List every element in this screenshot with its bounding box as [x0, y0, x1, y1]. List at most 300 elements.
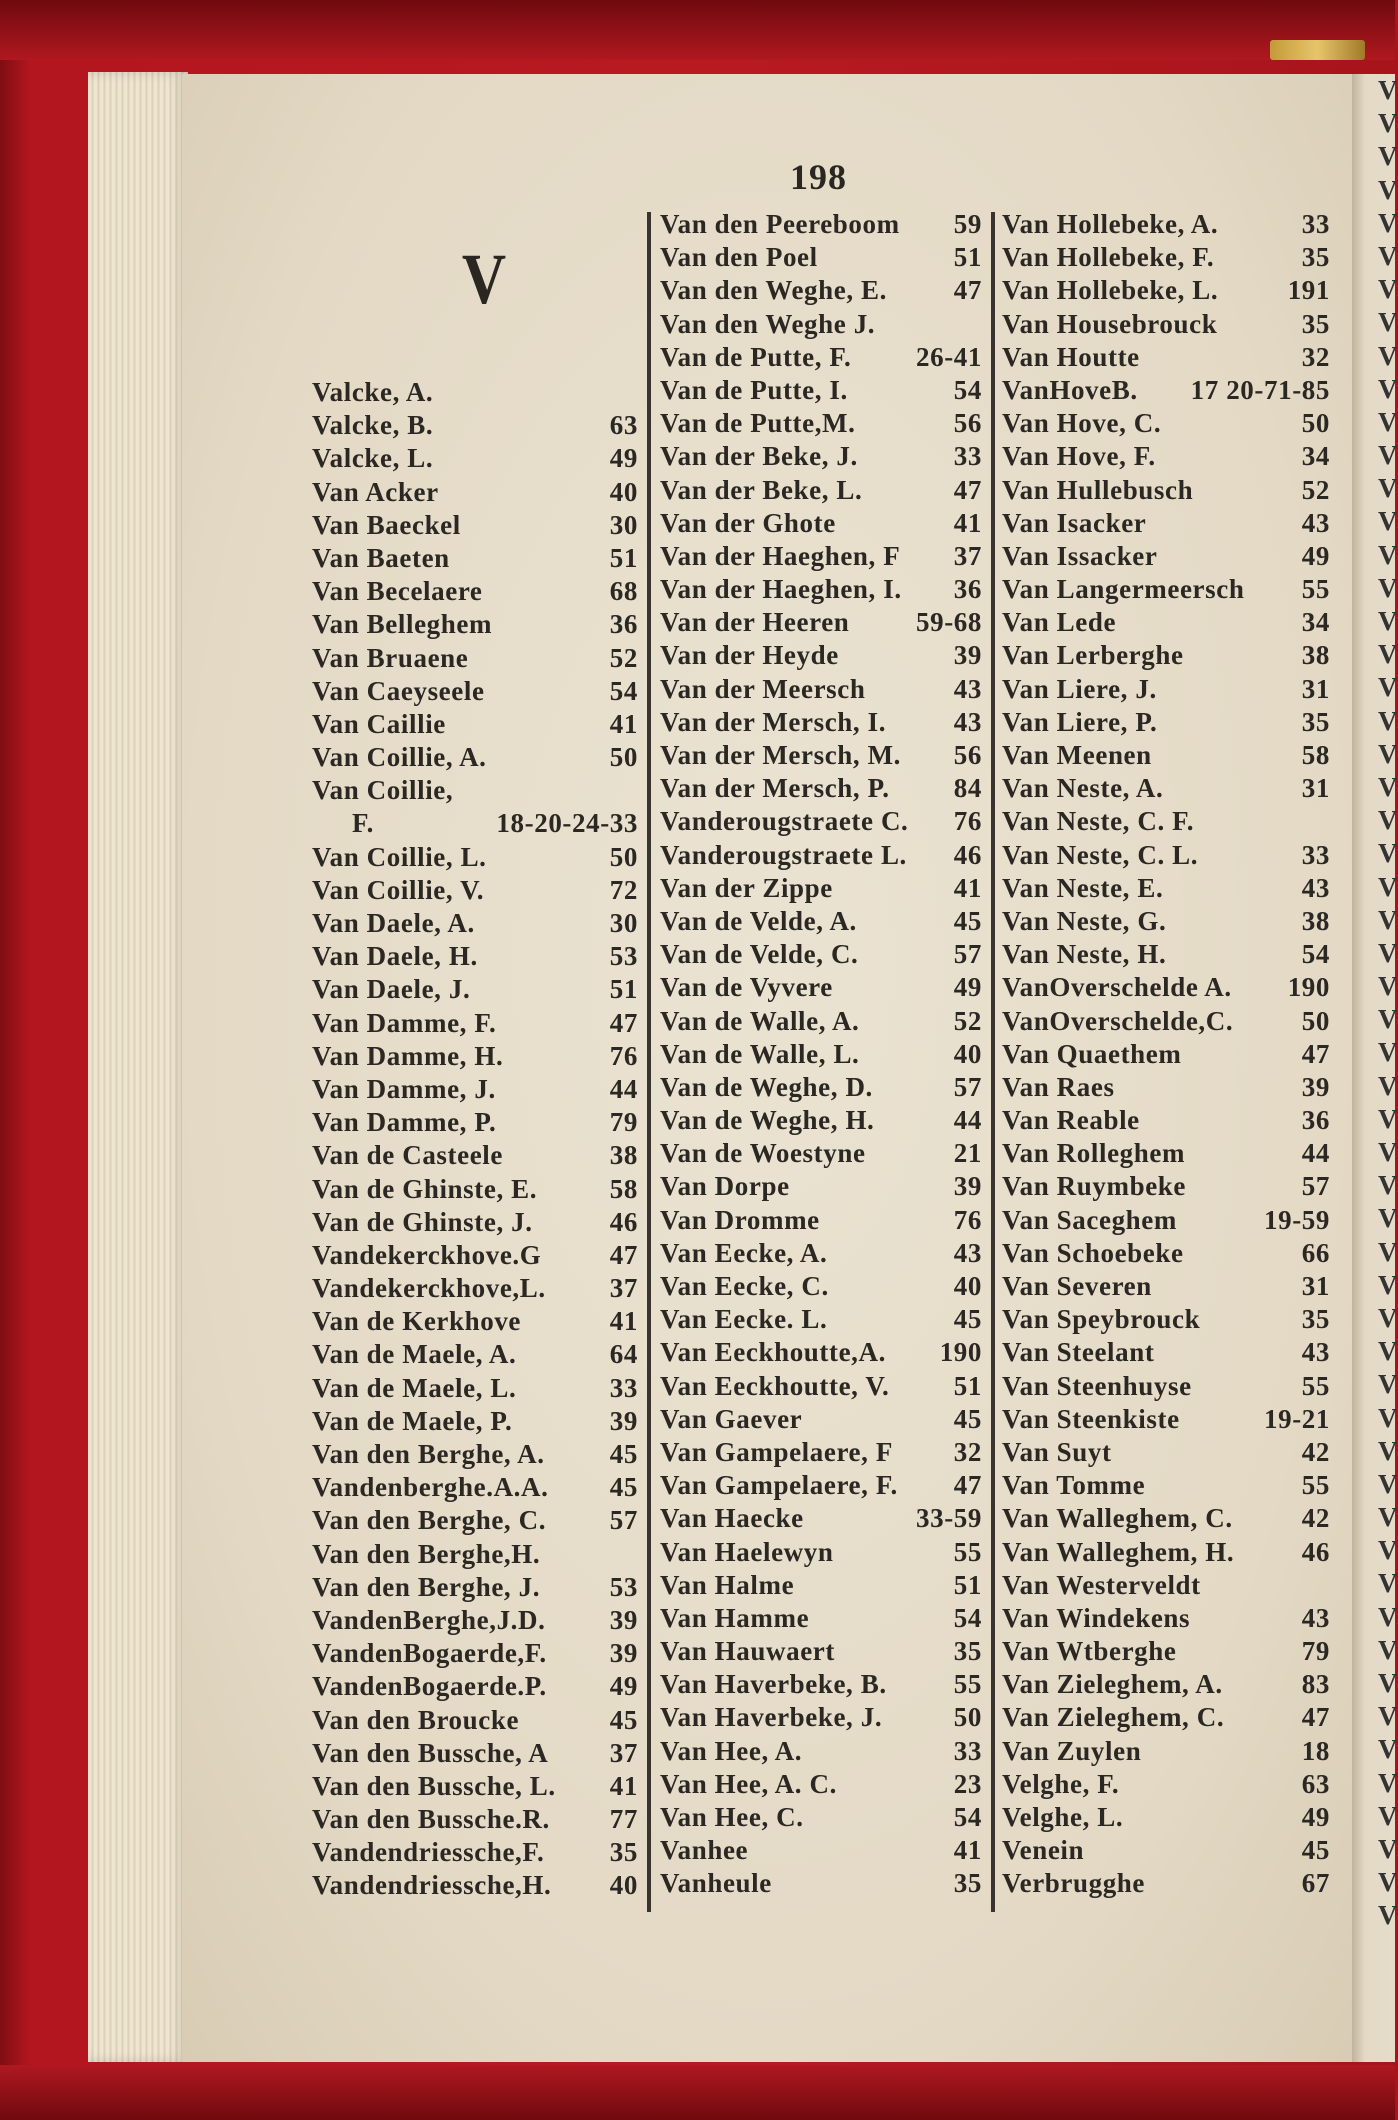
entry-pages: 33 [953, 1735, 982, 1766]
index-entry [312, 1139, 638, 1172]
index-entry [312, 1504, 638, 1537]
entry-pages: 35 [953, 1868, 982, 1899]
next-page-glyph: V [1378, 1734, 1398, 1765]
entry-pages: 47 [609, 1239, 638, 1270]
entry-pages: 34 [1301, 441, 1330, 472]
index-entry [660, 1602, 982, 1635]
next-page-glyph: V [1378, 1634, 1398, 1665]
index-entry [312, 841, 638, 874]
entry-name: Van Hollebeke, L. [1002, 275, 1219, 306]
entry-pages: 63 [609, 410, 638, 441]
index-entry [1002, 1469, 1330, 1502]
entry-pages: 57 [609, 1505, 638, 1536]
index-entry [660, 1801, 982, 1834]
entry-name: Van der Haeghen, F [660, 540, 901, 571]
entry-pages [632, 1538, 638, 1571]
next-page-glyph: V [1378, 1568, 1398, 1599]
entry-name: Van den Weghe J. [660, 308, 876, 339]
entry-name: Vandendriessche,F. [312, 1837, 545, 1868]
entry-pages: 51 [953, 242, 982, 273]
index-entry [1002, 1436, 1330, 1469]
entry-name: Van Coillie, A. [312, 742, 487, 773]
entry-name: Van de Putte,M. [660, 408, 856, 439]
index-entry [1002, 1502, 1330, 1535]
entry-pages [1324, 1569, 1330, 1602]
next-page-glyph: V [1378, 639, 1398, 670]
index-entry [660, 440, 982, 473]
entry-name: Van Neste, C. F. [1002, 806, 1195, 837]
entry-pages: 42 [1301, 1503, 1330, 1534]
next-page-glyph: V [1378, 1900, 1398, 1931]
entry-pages: 38 [1301, 640, 1330, 671]
index-entry [660, 673, 982, 706]
index-entry [660, 1336, 982, 1369]
index-entry [1002, 1668, 1330, 1701]
index-entry [660, 1204, 982, 1237]
entry-name: Van Liere, P. [1002, 706, 1158, 737]
entry-pages: 56 [953, 408, 982, 439]
entry-name: Vanderougstraete L. [660, 839, 907, 870]
index-entry [312, 1704, 638, 1737]
index-entry [660, 374, 982, 407]
entry-name: Van Bruaene [312, 642, 469, 673]
next-page-glyph: V [1378, 473, 1398, 504]
entry-pages: 54 [609, 675, 638, 706]
entry-pages: 50 [1301, 1005, 1330, 1036]
entry-pages: 39 [609, 1638, 638, 1669]
entry-name: Van den Bussche, L. [312, 1770, 556, 1801]
entry-pages: 41 [609, 708, 638, 739]
entry-pages: 47 [953, 474, 982, 505]
entry-name: Van der Heeren [660, 607, 850, 638]
entry-name: Van Damme, H. [312, 1040, 504, 1071]
entry-name: Verbrugghe [1002, 1868, 1146, 1899]
page-number: 198 [790, 157, 847, 197]
index-entry [660, 1536, 982, 1569]
entry-pages: 59-68 [916, 607, 982, 638]
next-page-glyph: V [1378, 1137, 1398, 1167]
entry-name: Van de Walle, A. [660, 1005, 860, 1036]
entry-pages: 43 [1301, 1602, 1330, 1633]
index-entry [1002, 274, 1330, 307]
index-entry [660, 540, 982, 573]
index-entry [312, 1438, 638, 1471]
entry-pages: 51 [953, 1569, 982, 1600]
index-entry [312, 1637, 638, 1670]
index-entry [660, 208, 982, 241]
entry-pages: 55 [1301, 1370, 1330, 1401]
entry-pages: 54 [953, 1802, 982, 1832]
column-divider [647, 212, 651, 1912]
index-entry [1002, 1170, 1330, 1203]
entry-name: Van de Weghe, H. [660, 1105, 875, 1136]
entry-name: Van der Zippe [660, 872, 833, 903]
entry-name: Vandekerckhove,L. [312, 1273, 546, 1304]
index-entry [312, 442, 638, 475]
entry-pages: 40 [953, 1271, 982, 1301]
entry-pages: 45 [609, 1472, 638, 1503]
index-entry [312, 1471, 638, 1504]
entry-pages: 64 [609, 1339, 638, 1370]
entry-pages: 41 [953, 507, 982, 538]
index-entry [660, 1569, 982, 1602]
index-entry [312, 1372, 638, 1405]
next-page-glyph: V [1378, 1369, 1398, 1400]
entry-name: Van Eeckhoutte, V. [660, 1370, 890, 1401]
entry-name: Van den Berghe, J. [312, 1571, 541, 1602]
entry-pages: 44 [1301, 1138, 1330, 1169]
entry-name: Van Hullebusch [1002, 474, 1194, 505]
entry-name: Van Walleghem, C. [1002, 1503, 1233, 1534]
index-entry [1002, 739, 1330, 772]
index-entry [1002, 1104, 1330, 1137]
next-page-glyph: V [1378, 1402, 1398, 1433]
index-entry [1002, 1701, 1330, 1734]
entry-name: Van Caeyseele [312, 675, 485, 706]
entry-name: Van de Maele, L. [312, 1372, 517, 1403]
entry-name: Van Haverbeke, B. [660, 1669, 887, 1700]
entry-name: Van Isacker [1002, 507, 1147, 538]
entry-pages: 45 [609, 1439, 638, 1469]
entry-pages: 39 [953, 640, 982, 671]
entry-name: Van Rolleghem [1002, 1138, 1186, 1169]
index-entry [312, 1604, 638, 1637]
index-entry [1002, 440, 1330, 473]
index-entry [1002, 1834, 1330, 1867]
entry-pages: 66 [1301, 1237, 1330, 1268]
entry-pages: 32 [1301, 341, 1330, 372]
entry-name: Van Walleghem, H. [1002, 1536, 1235, 1567]
entry-name: Van Schoebeke [1002, 1237, 1184, 1268]
entry-pages: 45 [953, 905, 982, 936]
entry-pages: 44 [609, 1073, 638, 1104]
entry-name: Van Neste, E. [1002, 872, 1164, 903]
index-entry [660, 1668, 982, 1701]
entry-pages: 49 [1301, 1802, 1330, 1832]
index-entry [660, 772, 982, 805]
index-entry [312, 608, 638, 641]
entry-pages: 47 [953, 275, 982, 306]
index-entry [660, 971, 982, 1004]
entry-pages: 54 [953, 374, 982, 405]
entry-name: Van Eecke, A. [660, 1237, 828, 1268]
entry-pages: 49 [953, 972, 982, 1003]
index-entry [660, 1038, 982, 1071]
entry-pages: 38 [1301, 905, 1330, 936]
entry-name: Van Coillie, V. [312, 874, 485, 905]
entry-pages: 39 [609, 1405, 638, 1436]
next-page-glyph: V [1378, 572, 1398, 603]
index-entry [1002, 1204, 1330, 1237]
entry-pages: 39 [953, 1171, 982, 1202]
index-entry [312, 1338, 638, 1371]
index-entry [312, 509, 638, 542]
entry-name: Van Damme, F. [312, 1007, 497, 1038]
next-page-glyph: V [1378, 274, 1398, 305]
entry-pages: 50 [1301, 408, 1330, 439]
entry-name: Van Baeckel [312, 509, 461, 540]
entry-pages: 46 [1301, 1536, 1330, 1567]
entry-name: Van der Mersch, M. [660, 740, 902, 770]
book-cover-top [0, 0, 1395, 60]
entry-name: Van Hee, A. [660, 1735, 803, 1766]
index-entry [312, 1737, 638, 1770]
entry-name: Van Baeten [312, 542, 450, 573]
entry-pages: 84 [953, 773, 982, 804]
next-page-glyph: V [1378, 207, 1398, 238]
index-entry [312, 1803, 638, 1836]
entry-pages: 56 [953, 740, 982, 770]
entry-name: Van Houtte [1002, 341, 1140, 372]
entry-pages: 19-21 [1264, 1403, 1330, 1434]
entry-name: Valcke, L. [312, 443, 434, 474]
index-entry [660, 805, 982, 838]
entry-name: Van Steenhuyse [1002, 1370, 1192, 1401]
entry-name: Van den Berghe, A. [312, 1439, 545, 1469]
entry-name: Van den Weghe, E. [660, 275, 888, 306]
entry-pages: 83 [1301, 1669, 1330, 1700]
entry-name: Van Belleghem [312, 609, 493, 640]
index-entry [1002, 507, 1330, 540]
entry-pages [632, 774, 638, 807]
next-page-glyph: V [1378, 174, 1398, 205]
entry-pages: 55 [953, 1536, 982, 1567]
entry-pages: 57 [1301, 1171, 1330, 1202]
next-page-glyph: V [1378, 506, 1398, 537]
index-entry [312, 1040, 638, 1073]
entry-name: Van de Ghinste, J. [312, 1206, 533, 1237]
entry-name: VanOverschelde,C. [1002, 1005, 1234, 1036]
index-entry [660, 1270, 982, 1303]
entry-pages: 55 [1301, 574, 1330, 605]
index-entry [1002, 1336, 1330, 1369]
entry-name: Van Housebrouck [1002, 308, 1218, 339]
entry-name: Van den Berghe, C. [312, 1505, 547, 1536]
entry-name: VandenBogaerde.P. [312, 1671, 547, 1702]
index-entry [1002, 308, 1330, 341]
index-entry [312, 642, 638, 675]
entry-name: Van Neste, C. L. [1002, 839, 1199, 870]
index-entry [312, 874, 638, 907]
entry-pages: 190 [1287, 972, 1330, 1003]
book-cover-bottom [0, 2065, 1395, 2120]
entry-name: Van den Peereboom [660, 209, 900, 239]
entry-name: Van de Maele, A. [312, 1339, 517, 1370]
entry-name: Van Coillie, [312, 775, 454, 806]
entry-pages: 58 [1301, 740, 1330, 770]
entry-pages: 37 [609, 1273, 638, 1304]
entry-pages: 30 [609, 908, 638, 938]
entry-name: Van Gampelaere, F. [660, 1470, 898, 1501]
entry-pages: 46 [609, 1206, 638, 1237]
entry-name: Van der Ghote [660, 507, 836, 538]
index-entry [312, 1173, 638, 1206]
next-page-glyph: V [1378, 373, 1398, 404]
index-entry [660, 1370, 982, 1403]
entry-pages: 39 [1301, 1071, 1330, 1102]
index-entry [660, 1502, 982, 1535]
entry-pages: 31 [1301, 1271, 1330, 1301]
index-entry [312, 1770, 638, 1803]
entry-pages: 31 [1301, 773, 1330, 804]
index-entry [1002, 905, 1330, 938]
entry-pages: 18 [1301, 1735, 1330, 1766]
entry-name: Van Eecke. L. [660, 1304, 828, 1335]
entry-name: Van Dorpe [660, 1171, 790, 1202]
index-entry [1002, 1569, 1330, 1602]
next-page-glyph: V [1378, 1601, 1398, 1632]
entry-pages: 33 [953, 441, 982, 472]
entry-name: Van de Putte, I. [660, 374, 848, 405]
index-entry [1002, 341, 1330, 374]
index-entry [1002, 1867, 1330, 1900]
index-entry [660, 341, 982, 374]
index-entry [312, 708, 638, 741]
entry-pages: 38 [609, 1140, 638, 1171]
entry-pages: 46 [953, 839, 982, 870]
entry-pages: 40 [953, 1038, 982, 1069]
entry-name: Van Dromme [660, 1204, 820, 1235]
index-entry [1002, 1536, 1330, 1569]
entry-pages: 35 [1301, 308, 1330, 339]
index-entry [660, 1137, 982, 1170]
entry-pages: 17 20-71-85 [1190, 374, 1330, 405]
entry-name: Van Langermeersch [1002, 574, 1245, 605]
index-entry [312, 542, 638, 575]
entry-name: Van Zieleghem, A. [1002, 1669, 1223, 1700]
entry-pages: 63 [1301, 1768, 1330, 1799]
entry-pages: 26-41 [916, 341, 982, 372]
index-entry [660, 407, 982, 440]
entry-name: Van Windekens [1002, 1602, 1191, 1633]
entry-pages: 57 [953, 939, 982, 970]
next-page-glyph: V [1378, 1800, 1398, 1831]
index-entry [1002, 208, 1330, 241]
index-entry [660, 308, 982, 341]
entry-pages: 33-59 [916, 1503, 982, 1534]
entry-pages: 35 [1301, 706, 1330, 737]
entry-name: Van Daele, A. [312, 908, 475, 938]
entry-pages: 76 [609, 1040, 638, 1071]
index-entry [1002, 706, 1330, 739]
entry-name: Van Hee, C. [660, 1802, 804, 1832]
entry-name: Van Haelewyn [660, 1536, 834, 1567]
index-entry [660, 606, 982, 639]
entry-name: Vandendriessche,H. [312, 1870, 552, 1901]
entry-name: Van Haverbeke, J. [660, 1702, 883, 1733]
index-entry [1002, 540, 1330, 573]
entry-name: Valcke, A. [312, 377, 434, 407]
next-page-glyph: V [1378, 307, 1398, 338]
entry-pages: 47 [1301, 1038, 1330, 1069]
entry-name: Van Halme [660, 1569, 795, 1600]
entry-name: Van den Poel [660, 242, 818, 273]
bookmark-ribbon [1270, 40, 1365, 60]
next-page-glyph: V [1378, 1502, 1398, 1533]
entry-pages: 52 [953, 1005, 982, 1036]
index-entry [660, 1834, 982, 1867]
entry-name: Van Hove, C. [1002, 408, 1162, 439]
index-entry [1002, 1801, 1330, 1834]
entry-name: VandenBogaerde,F. [312, 1638, 547, 1669]
entry-pages: 49 [609, 1671, 638, 1702]
next-page-glyph: V [1378, 108, 1398, 139]
entry-pages: 43 [1301, 1337, 1330, 1368]
entry-name: Vandenberghe.A.A. [312, 1472, 549, 1503]
entry-pages: 76 [953, 1204, 982, 1235]
entry-pages: 47 [1301, 1702, 1330, 1733]
entry-name: Van Damme, J. [312, 1073, 496, 1104]
index-entry [1002, 1237, 1330, 1270]
entry-name: Van Neste, A. [1002, 773, 1164, 804]
entry-pages: 55 [953, 1669, 982, 1700]
index-entry [660, 1005, 982, 1038]
entry-name: Vanderougstraete C. [660, 806, 909, 837]
index-entry [312, 675, 638, 708]
index-entry [1002, 1005, 1330, 1038]
entry-name: VanHoveB. [1002, 374, 1138, 405]
index-entry [660, 1768, 982, 1801]
index-entry [660, 739, 982, 772]
index-entry [312, 1305, 638, 1338]
entry-pages: 43 [953, 706, 982, 737]
index-entry [660, 241, 982, 274]
index-entry [1002, 639, 1330, 672]
entry-name: Van Hollebeke, A. [1002, 209, 1219, 239]
next-page-glyph: V [1378, 75, 1398, 105]
entry-pages: 41 [953, 1835, 982, 1866]
next-page-glyph: V [1378, 971, 1398, 1002]
index-entry [660, 474, 982, 507]
entry-pages: 47 [953, 1470, 982, 1501]
entry-name: VandenBerghe,J.D. [312, 1604, 546, 1635]
index-entry [1002, 1602, 1330, 1635]
index-entry [660, 639, 982, 672]
index-entry [312, 1571, 638, 1604]
entry-pages: 50 [609, 841, 638, 872]
next-page-glyph: V [1378, 1236, 1398, 1267]
index-entry [312, 1073, 638, 1106]
entry-pages: 68 [609, 576, 638, 607]
entry-pages: 190 [939, 1337, 982, 1368]
entry-pages: 19-59 [1264, 1204, 1330, 1235]
entry-name: Van de Ghinste, E. [312, 1173, 538, 1204]
entry-pages: 49 [1301, 540, 1330, 571]
index-entry [1002, 772, 1330, 805]
entry-pages: 36 [1301, 1105, 1330, 1136]
entry-name: Van Steenkiste [1002, 1403, 1180, 1434]
next-page-glyph: V [1378, 1336, 1398, 1367]
entry-pages: 51 [953, 1370, 982, 1401]
entry-name: Van Hamme [660, 1602, 810, 1633]
entry-pages: 58 [609, 1173, 638, 1204]
entry-pages: 42 [1301, 1436, 1330, 1467]
next-page-glyph: V [1378, 738, 1398, 769]
index-entry [660, 1071, 982, 1104]
entry-pages: 53 [609, 1571, 638, 1602]
entry-name: Van de Casteele [312, 1140, 503, 1171]
entry-pages: 51 [609, 542, 638, 573]
entry-pages: 41 [609, 1306, 638, 1337]
index-entry [312, 973, 638, 1006]
entry-pages [632, 376, 638, 409]
entry-name: Venein [1002, 1835, 1085, 1866]
entry-name: Van Acker [312, 476, 439, 507]
entry-pages: 36 [953, 574, 982, 605]
entry-name: Van Daele, H. [312, 941, 478, 972]
entry-name: Van der Beke, L. [660, 474, 863, 505]
entry-pages: 41 [953, 872, 982, 903]
